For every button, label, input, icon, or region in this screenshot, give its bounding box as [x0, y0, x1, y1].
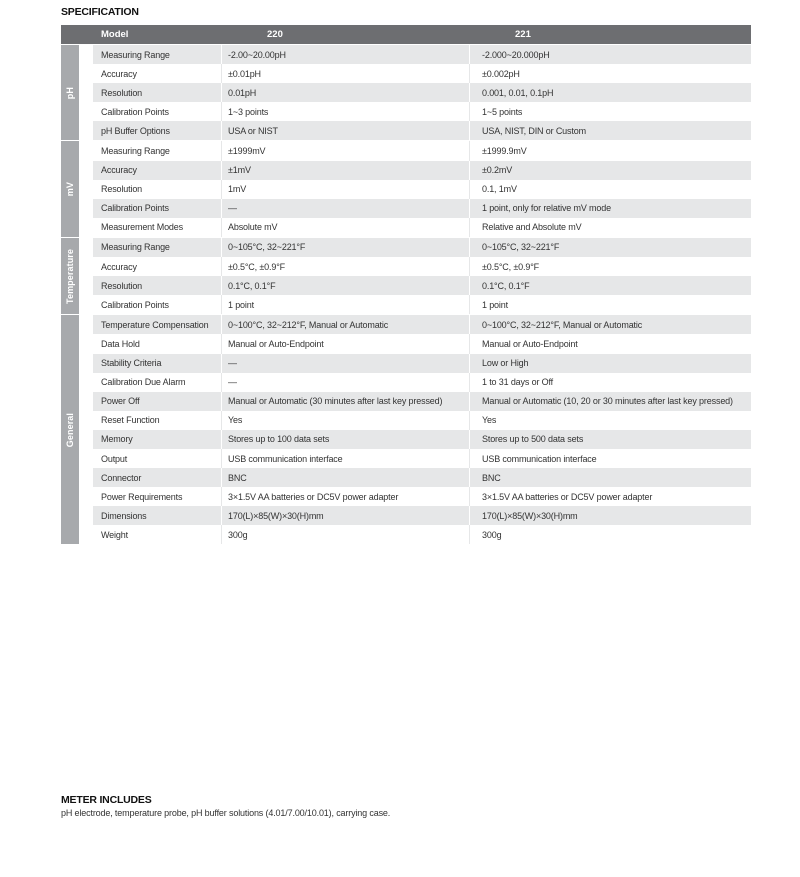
meter-includes-title: METER INCLUDES: [61, 794, 152, 806]
group-rows: [93, 45, 751, 140]
model-220-cell: ±1mV: [221, 161, 469, 180]
model-220-cell: Manual or Auto-Endpoint: [221, 334, 469, 353]
meter-includes-text: pH electrode, temperature probe, pH buffer solutions (4.01/7.00/10.01), carrying case.: [61, 808, 391, 818]
model-220-cell: ±0.5°C, ±0.9°F: [221, 257, 469, 276]
param-cell: Accuracy: [101, 68, 137, 79]
spec-group-general: [61, 315, 751, 544]
model-220-cell: 3×1.5V AA batteries or DC5V power adapter: [221, 487, 469, 506]
group-rows: [93, 238, 751, 314]
param-cell: Measuring Range: [101, 146, 170, 157]
param-cell: Accuracy: [101, 165, 137, 176]
spec-groups: [61, 45, 751, 544]
table-row: [93, 141, 751, 160]
group-label: mV: [65, 182, 75, 197]
model-221-cell: 1~5 points: [469, 102, 751, 121]
table-row: [93, 468, 751, 487]
param-cell: pH Buffer Options: [101, 125, 170, 136]
group-side-label: [61, 315, 79, 544]
table-row: [93, 487, 751, 506]
table-row: [93, 257, 751, 276]
table-row: [93, 238, 751, 257]
header-model-220: 220: [267, 29, 283, 40]
model-220-cell: 0~100°C, 32~212°F, Manual or Automatic: [221, 315, 469, 334]
table-row: [93, 83, 751, 102]
model-220-cell: Stores up to 100 data sets: [221, 430, 469, 449]
model-220-cell: Yes: [221, 411, 469, 430]
model-221-cell: ±0.5°C, ±0.9°F: [469, 257, 751, 276]
group-side-label: [61, 45, 79, 140]
model-220-cell: USA or NIST: [221, 121, 469, 140]
model-221-cell: 0.1°C, 0.1°F: [469, 276, 751, 295]
model-220-cell: 1 point: [221, 295, 469, 314]
model-221-cell: 170(L)×85(W)×30(H)mm: [469, 506, 751, 525]
table-row: [93, 315, 751, 334]
model-220-cell: 1~3 points: [221, 102, 469, 121]
table-row: [93, 64, 751, 83]
param-cell: Dimensions: [101, 510, 147, 521]
model-221-cell: 0~100°C, 32~212°F, Manual or Automatic: [469, 315, 751, 334]
param-cell: Calibration Due Alarm: [101, 377, 186, 388]
model-221-cell: 1 point: [469, 295, 751, 314]
param-cell: Calibration Points: [101, 106, 169, 117]
model-220-cell: 0.01pH: [221, 83, 469, 102]
param-cell: Accuracy: [101, 261, 137, 272]
model-221-cell: -2.000~20.000pH: [469, 45, 751, 64]
model-221-cell: 0.001, 0.01, 0.1pH: [469, 83, 751, 102]
header-model-label: Model: [101, 29, 129, 40]
model-221-cell: USA, NIST, DIN or Custom: [469, 121, 751, 140]
model-221-cell: Yes: [469, 411, 751, 430]
group-label: pH: [65, 86, 75, 99]
model-220-cell: Manual or Automatic (30 minutes after last key pressed): [221, 392, 469, 411]
group-side-label: [61, 238, 79, 314]
table-row: [93, 354, 751, 373]
param-cell: Data Hold: [101, 338, 140, 349]
group-rows: [93, 315, 751, 544]
table-row: [93, 525, 751, 544]
group-label: Temperature: [65, 248, 75, 304]
param-cell: Memory: [101, 434, 133, 445]
model-221-cell: USB communication interface: [469, 449, 751, 468]
param-cell: Weight: [101, 529, 128, 540]
model-221-cell: ±0.002pH: [469, 64, 751, 83]
model-221-cell: Low or High: [469, 354, 751, 373]
param-cell: Measurement Modes: [101, 222, 183, 233]
table-row: [93, 102, 751, 121]
param-cell: Resolution: [101, 280, 143, 291]
model-221-cell: 0~105°C, 32~221°F: [469, 238, 751, 257]
model-221-cell: ±0.2mV: [469, 161, 751, 180]
model-221-cell: Relative and Absolute mV: [469, 218, 751, 237]
param-cell: Temperature Compensation: [101, 319, 209, 330]
model-220-cell: -2.00~20.00pH: [221, 45, 469, 64]
model-220-cell: —: [221, 373, 469, 392]
table-row: [93, 392, 751, 411]
table-header: [61, 25, 751, 44]
table-row: [93, 506, 751, 525]
model-220-cell: Absolute mV: [221, 218, 469, 237]
table-row: [93, 411, 751, 430]
param-cell: Calibration Points: [101, 203, 169, 214]
model-220-cell: 1mV: [221, 180, 469, 199]
model-221-cell: 300g: [469, 525, 751, 544]
param-cell: Measuring Range: [101, 242, 170, 253]
model-220-cell: BNC: [221, 468, 469, 487]
table-row: [93, 218, 751, 237]
model-221-cell: 1 point, only for relative mV mode: [469, 199, 751, 218]
param-cell: Stability Criteria: [101, 358, 162, 369]
table-row: [93, 373, 751, 392]
model-221-cell: BNC: [469, 468, 751, 487]
model-221-cell: 0.1, 1mV: [469, 180, 751, 199]
param-cell: Resolution: [101, 87, 143, 98]
param-cell: Power Requirements: [101, 491, 183, 502]
param-cell: Power Off: [101, 396, 140, 407]
table-row: [93, 161, 751, 180]
table-row: [93, 45, 751, 64]
model-220-cell: 170(L)×85(W)×30(H)mm: [221, 506, 469, 525]
model-220-cell: 0~105°C, 32~221°F: [221, 238, 469, 257]
model-220-cell: 0.1°C, 0.1°F: [221, 276, 469, 295]
table-row: [93, 449, 751, 468]
table-row: [93, 295, 751, 314]
model-220-cell: —: [221, 199, 469, 218]
model-221-cell: 3×1.5V AA batteries or DC5V power adapter: [469, 487, 751, 506]
model-221-cell: Manual or Automatic (10, 20 or 30 minutes after last key pressed): [469, 392, 751, 411]
table-row: [93, 430, 751, 449]
model-220-cell: —: [221, 354, 469, 373]
table-row: [93, 180, 751, 199]
model-220-cell: 300g: [221, 525, 469, 544]
table-row: [93, 121, 751, 140]
model-220-cell: ±0.01pH: [221, 64, 469, 83]
table-row: [93, 199, 751, 218]
group-label: General: [65, 412, 75, 447]
model-220-cell: ±1999mV: [221, 141, 469, 160]
specification-title: SPECIFICATION: [61, 6, 139, 18]
param-cell: Measuring Range: [101, 49, 170, 60]
model-220-cell: USB communication interface: [221, 449, 469, 468]
param-cell: Reset Function: [101, 415, 160, 426]
param-cell: Connector: [101, 472, 142, 483]
param-cell: Calibration Points: [101, 299, 169, 310]
model-221-cell: 1 to 31 days or Off: [469, 373, 751, 392]
table-row: [93, 276, 751, 295]
spec-group-temperature: [61, 238, 751, 314]
model-221-cell: ±1999.9mV: [469, 141, 751, 160]
model-221-cell: Stores up to 500 data sets: [469, 430, 751, 449]
group-side-label: [61, 141, 79, 236]
table-row: [93, 334, 751, 353]
spec-group-ph: [61, 45, 751, 140]
model-221-cell: Manual or Auto-Endpoint: [469, 334, 751, 353]
header-model-221: 221: [515, 29, 531, 40]
specification-table: [61, 25, 751, 544]
spec-group-mv: [61, 141, 751, 236]
param-cell: Output: [101, 453, 128, 464]
group-rows: [93, 141, 751, 236]
param-cell: Resolution: [101, 184, 143, 195]
